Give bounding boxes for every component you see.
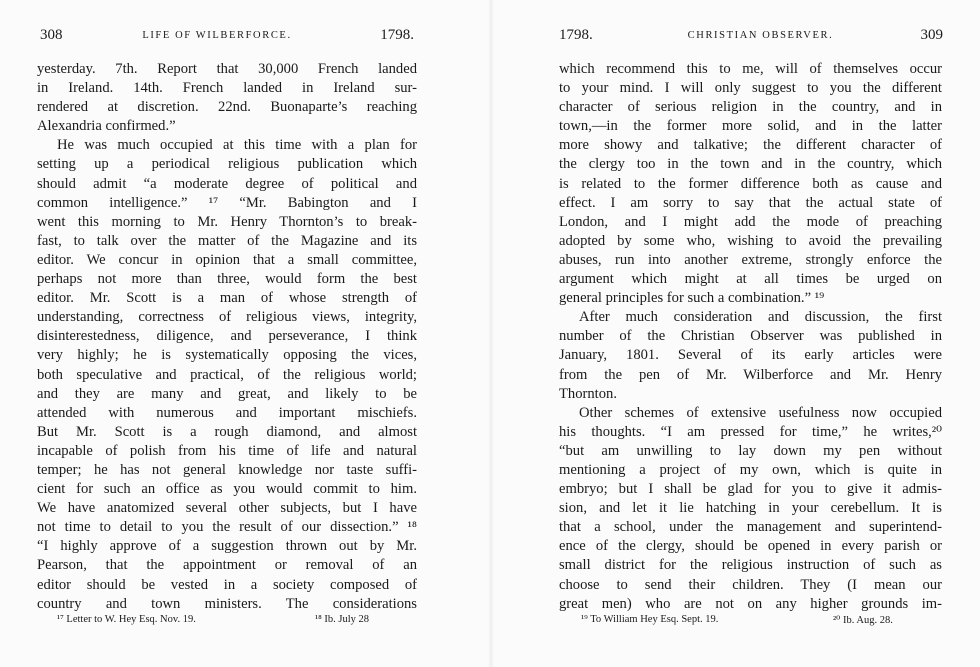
text-line: number of the Christian Observer was published in	[559, 328, 942, 345]
text-line: adopted by some who, wishing to avoid the prevailing	[559, 232, 942, 249]
text-line: abuses, run into another extreme, strongly enforce the	[559, 251, 942, 268]
running-year: 1798.	[559, 27, 593, 43]
text-line: perhaps not more than three, would form the best	[37, 271, 417, 288]
text-line: choose to send their children. They (I mean our	[559, 576, 942, 593]
right-footnotes	[559, 614, 942, 630]
text-line: town,—in the former more solid, and in the latter	[559, 118, 942, 135]
text-line: the clergy too in the town and in the country, which	[559, 156, 942, 173]
left-footnotes	[37, 614, 417, 630]
text-line: London, and I might add the mode of preaching	[559, 213, 942, 230]
text-line: general principles for such a combination.” ¹⁹	[559, 290, 825, 307]
text-line: Other schemes of extensive usefulness now occupied	[579, 404, 942, 421]
text-line: fast, to talk over the matter of the Magazine and its	[37, 232, 417, 249]
left-running-head	[37, 27, 417, 47]
running-title: LIFE OF WILBERFORCE.	[142, 30, 292, 41]
text-line: is related to the former difference both as cause and	[559, 175, 942, 192]
text-line: disinterestedness, diligence, and perseverance, I think	[37, 328, 417, 345]
footnote: ¹⁸ Ib. July 28	[315, 614, 370, 625]
text-line: yesterday. 7th. Report that 30,000 French landed	[37, 61, 417, 77]
text-line: to your mind. I will only suggest to you the different	[559, 80, 942, 97]
text-line: and they are many and great, and likely to be	[37, 385, 417, 402]
text-line: that a school, under the management and superintend-	[559, 519, 942, 536]
book-gutter	[488, 0, 494, 667]
page-number: 309	[920, 27, 943, 43]
text-line: Alexandria confirmed.”	[37, 118, 176, 135]
text-line: “but am unwilling to lay down my pen without	[559, 442, 942, 459]
text-line: country and town ministers. The considerations	[37, 595, 417, 612]
text-line: very highly; he is systematically opposing the vices,	[37, 347, 417, 364]
text-line: He was much occupied at this time with a plan for	[57, 137, 417, 154]
text-line: mentioning a project of my own, which is quite in	[559, 461, 942, 478]
text-line: should admit “a moderate degree of political and	[37, 175, 417, 192]
text-line: We have anatomized several other subjects, but I have	[37, 500, 417, 517]
text-line: attended with numerous and important mischiefs.	[37, 404, 417, 421]
text-line: effect. I am sorry to say that the actual state of	[559, 194, 942, 211]
text-line: not time to detail to you the result of our dissection.” ¹⁸	[37, 519, 417, 536]
right-body-text	[559, 60, 942, 614]
text-line: small district for the religious instruction of such as	[559, 557, 942, 574]
text-line: incapable of polish from his time of life and natural	[37, 442, 417, 459]
text-line: argument which might at all times be urged on	[559, 271, 942, 288]
footnote: ¹⁷ Letter to W. Hey Esq. Nov. 19.	[57, 614, 196, 625]
text-line: setting up a periodical religious publication which	[37, 156, 417, 173]
text-line: more showy and talkative; the different character of	[559, 137, 942, 154]
footnote: ²⁰ Ib. Aug. 28.	[833, 615, 893, 626]
text-line: editor. Mr. Scott is a man of whose strength of	[37, 290, 417, 307]
text-line: which recommend this to me, will of themselves occur	[559, 61, 942, 77]
text-line: “I highly approve of a suggestion thrown out by Mr.	[37, 538, 417, 555]
text-line: his thoughts. “I am pressed for time,” he writes,²⁰	[559, 423, 942, 440]
text-line: rendered at discretion. 22nd. Buonaparte’s reaching	[37, 99, 417, 116]
text-line: character of serious religion in the country, and in	[559, 99, 942, 116]
right-running-head	[559, 27, 942, 47]
text-line: went this morning to Mr. Henry Thornton’s to break-	[37, 213, 417, 230]
text-line: embryo; but I shall be glad for you to give it admis-	[559, 481, 942, 498]
text-line: But Mr. Scott is a rough diamond, and almost	[37, 423, 417, 440]
running-year: 1798.	[380, 27, 414, 43]
text-line: from the pen of Mr. Wilberforce and Mr. Henry	[559, 366, 942, 383]
text-line: understanding, correctness of religious views, integrity,	[37, 309, 417, 326]
footnote: ¹⁹ To William Hey Esq. Sept. 19.	[581, 614, 719, 625]
text-line: great men) who are not on any higher grounds im-	[559, 595, 942, 612]
text-line: common intelligence.” ¹⁷ “Mr. Babington and I	[37, 194, 417, 211]
text-line: Thornton.	[559, 385, 617, 402]
running-title: CHRISTIAN OBSERVER.	[687, 30, 834, 41]
text-line: ence of the clergy, should be opened in every parish or	[559, 538, 942, 555]
text-line: sion, and let it lie hatching in your cerebellum. It is	[559, 500, 942, 517]
text-line: editor. We concur in opinion that a small committee,	[37, 251, 417, 268]
text-line: temper; he has not general knowledge nor taste suffi-	[37, 461, 417, 478]
text-line: After much consideration and discussion, the first	[579, 309, 942, 326]
text-line: in Ireland. 14th. French landed in Ireland sur-	[37, 80, 417, 97]
text-line: cient for such an office as you would commit to him.	[37, 481, 417, 498]
text-line: Pearson, that the appointment or removal of an	[37, 557, 417, 574]
left-body-text	[37, 60, 417, 614]
text-line: editor should be vested in a society composed of	[37, 576, 417, 593]
text-line: January, 1801. Several of its early articles were	[559, 347, 942, 364]
text-line: both speculative and practical, of the religious world;	[37, 366, 417, 383]
page-number: 308	[40, 27, 63, 43]
